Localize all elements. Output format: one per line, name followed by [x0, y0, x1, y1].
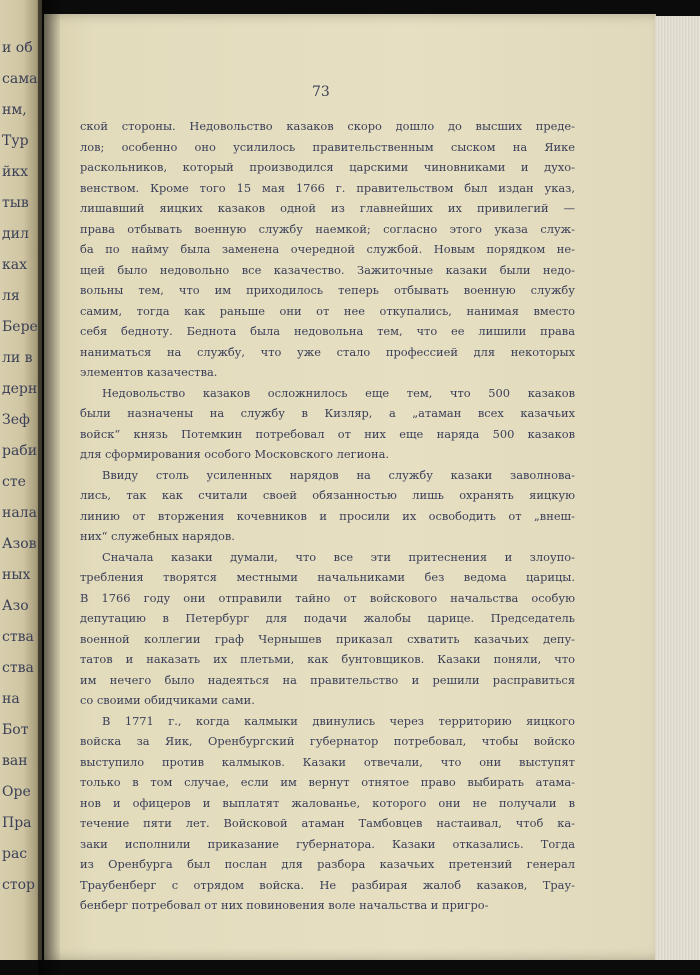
- paragraph: [80, 711, 575, 916]
- text-line: лись, так как считали своей обязанностью лишь охранять яицкую: [80, 488, 575, 502]
- text-line: Траубенберг с отрядом войска. Не разбирая жалоб казаков, Трау-: [80, 877, 575, 892]
- facing-page-text-fragment: раби: [2, 443, 38, 459]
- facing-page-text-fragment: Пра: [2, 815, 32, 831]
- text-line: раскольников, который производился царскими чиновниками и духо-: [80, 160, 575, 174]
- facing-page-text-fragment: сте: [2, 474, 26, 490]
- facing-page-edge: [0, 0, 42, 960]
- text-line: права отбывать военную службу наемкой; согласно этого указа служ-: [80, 221, 575, 236]
- facing-page-text-fragment: Тур: [2, 133, 29, 149]
- text-line: нов и офицеров и выплатят жалованье, которого они не получали в: [80, 795, 575, 810]
- text-line: войск“ князь Потемкин потребовал от них еще наряда 500 казаков: [80, 426, 575, 441]
- facing-page-text-fragment: Бот: [2, 722, 29, 738]
- facing-page-text-fragment: ства: [2, 629, 34, 645]
- facing-page-text-fragment: дил: [2, 226, 29, 242]
- facing-page-text-fragment: Бере: [2, 319, 38, 335]
- text-line: татов и наказать их плетьми, как бунтовщиков. Казаки поняли, что: [80, 652, 575, 666]
- text-line: В 1771 г., когда калмыки двинулись через территорию яицкого: [102, 713, 575, 728]
- text-line: выступило против калмыков. Казаки отвечали, что они выступят: [80, 754, 575, 769]
- text-line: лов; особенно оно усилилось правительственным сыском на Яике: [80, 139, 575, 154]
- text-line: самим, тогда как раньше они от нее откупались, нанимая вместо: [80, 303, 575, 318]
- text-line: требления творятся местными начальниками без ведома царицы.: [80, 570, 575, 584]
- text-line: для сформирования особого Московского легиона.: [80, 447, 390, 461]
- paragraph: [80, 116, 575, 383]
- text-line: военной коллегии граф Чернышев приказал схватить казачьих депу-: [80, 631, 575, 646]
- paragraph: [80, 465, 575, 547]
- facing-page-text-fragment: ных: [2, 567, 31, 583]
- text-line: В 1766 году они отправили тайно от войскового начальства особую: [80, 590, 575, 605]
- facing-page-text-fragment: ках: [2, 257, 27, 273]
- text-line: Сначала казаки думали, что все эти притеснения и злоупо-: [102, 549, 575, 564]
- text-line: депутацию в Петербург для подачи жалобы царице. Председатель: [80, 611, 575, 625]
- facing-page-text-fragment: сама: [2, 71, 38, 87]
- facing-page-text-fragment: тыв: [2, 195, 29, 211]
- facing-page-text-fragment: и об: [2, 40, 33, 56]
- text-line: бенберг потребовал от них повиновения воле начальства и пригро-: [80, 898, 489, 912]
- text-line: себя бедноту. Беднота была недовольна тем, что ее лишили права: [80, 324, 575, 338]
- text-line: из Оренбурга был послан для разбора казачьих претензий генерал: [80, 857, 575, 871]
- text-line: течение пяти лет. Войсковой атаман Тамбовцев настаивал, чтоб ка-: [80, 816, 575, 830]
- text-line: щей было недовольно все казачество. Зажиточные казаки были недо-: [80, 262, 575, 277]
- text-line: Ввиду столь усиленных нарядов на службу казаки заволнова-: [102, 467, 575, 482]
- paragraph: [80, 547, 575, 711]
- facing-page-text-fragment: ля: [2, 288, 20, 304]
- facing-page-text-fragment: рас: [2, 846, 28, 862]
- text-line: вольны тем, что им приходилось теперь отбывать военную службу: [80, 283, 575, 297]
- text-line: элементов казачества.: [80, 365, 218, 379]
- facing-page-text-fragment: нала: [2, 505, 37, 521]
- text-line: ской стороны. Недовольство казаков скоро дошло до высших преде-: [80, 119, 575, 133]
- paragraph: [80, 383, 575, 465]
- text-line: наниматься на службу, что уже стало профессией для некоторых: [80, 344, 575, 359]
- text-line: заки исполнили приказание губернатора. Казаки отказались. Тогда: [80, 836, 575, 851]
- facing-page-text-fragment: ли в: [2, 350, 33, 366]
- facing-page-text-fragment: нм,: [2, 102, 27, 118]
- facing-page-text-fragment: ван: [2, 753, 28, 769]
- page-stack-edges: [655, 16, 700, 960]
- text-line: ба по найму была заменена очередной службой. Новым порядком не-: [80, 242, 575, 256]
- text-line: только в том случае, если им вернут отнятое право выбирать атама-: [80, 775, 575, 789]
- text-line: со своими обидчиками сами.: [80, 693, 255, 707]
- text-line: были назначены на службу в Кизляр, а „атаман всех казачьих: [80, 406, 575, 420]
- text-line: линию от вторжения кочевников и просили их освободить от „внеш-: [80, 508, 575, 523]
- facing-page-text-fragment: Оре: [2, 784, 31, 800]
- facing-page-text-fragment: Зеф: [2, 412, 30, 428]
- text-line: им нечего было надеяться на правительство и решили расправиться: [80, 672, 575, 687]
- facing-page-text-fragment: Азо: [2, 598, 29, 614]
- text-line: лишавший яицких казаков одной из главнейших их привилегий —: [80, 201, 575, 215]
- facing-page-text-fragment: Азов: [2, 536, 37, 552]
- facing-page-text-fragment: йкх: [2, 164, 28, 180]
- text-line: них“ служебных нарядов.: [80, 529, 235, 543]
- text-line: войска за Яик, Оренбургский губернатор потребовал, чтобы войско: [80, 734, 575, 748]
- text-line: венством. Кроме того 15 мая 1766 г. правительством был издан указ,: [80, 180, 575, 195]
- facing-page-text-fragment: на: [2, 691, 20, 707]
- body-text: [80, 116, 575, 916]
- book-gutter-shadow: [38, 0, 60, 975]
- page-number: 73: [312, 84, 330, 100]
- facing-page-text-fragment: дерн: [2, 381, 38, 397]
- text-line: Недовольство казаков осложнилось еще тем, что 500 казаков: [102, 385, 575, 400]
- facing-page-text-fragment: ства: [2, 660, 34, 676]
- facing-page-text-fragment: стор: [2, 877, 35, 893]
